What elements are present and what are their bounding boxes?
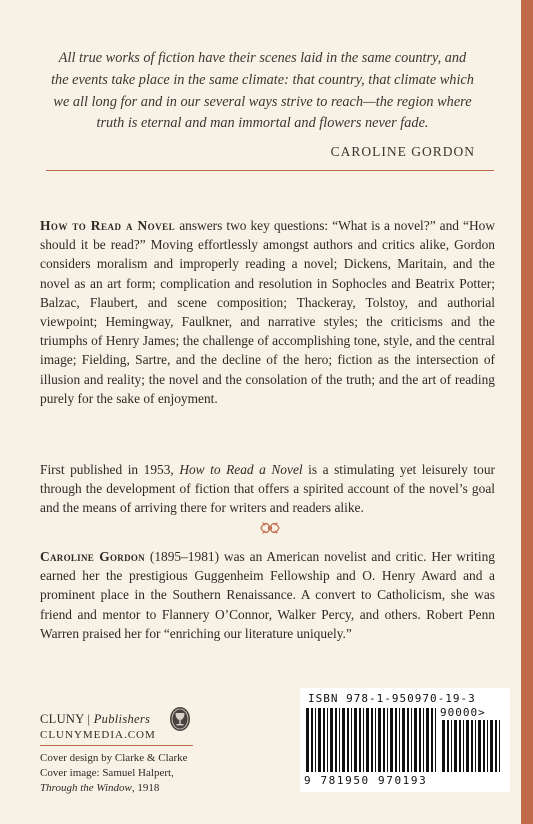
description-body: answers two key questions: “What is a novel?” and “How should it be read?” Moving effortlessly amongst authors and critics alike, Gordon considers moralism and improperly reading a novel; Dickens, Maritain, and the novel as an art form; complication and resolution in Sophocles and Beatrix Potter; Balzac, Flaubert, and scene composition; Thackeray, Tolstoy, and authorial viewpoint; Hemingway, Faulkner, and narrative styles; the criticisms and the triumphs of Henry James; the challenge of accomplishing tone, style, and the central image; Fielding, Sartre, and the decline of the hero; fiction as the intersection of illusion and reality; the novel and the consolation of the truth; and the art of reading purely for the sake of enjoyment. — [40, 218, 495, 406]
publisher-separator: | — [84, 712, 94, 726]
publisher-logo — [40, 712, 150, 727]
cover-credits — [40, 751, 188, 796]
epigraph-quote: All true works of fiction have their scenes laid in the same country, and the events take place in the same climate: that country, that climate which we all long for and in our several ways strive to reach—the region where truth is eternal and man immortal and flowers never fade. — [51, 50, 474, 132]
publisher-url: CLUNYMEDIA.COM — [40, 729, 156, 741]
spine-edge — [521, 0, 533, 824]
history-lead: First published in 1953, — [40, 462, 180, 477]
isbn-digits: 9 781950 970193 — [304, 774, 428, 787]
floral-ornament-icon — [258, 519, 282, 537]
chalice-seal-icon — [169, 706, 191, 732]
credits-divider — [40, 745, 193, 746]
isbn-barcode — [300, 688, 510, 792]
price-code: 90000> — [440, 706, 486, 719]
image-credit: Cover image: Samuel Halpert, — [40, 767, 174, 779]
top-divider — [46, 170, 494, 171]
description-paragraph — [40, 216, 495, 408]
history-paragraph — [40, 460, 495, 518]
quote-attribution: CAROLINE GORDON — [330, 144, 475, 159]
design-credit: Cover design by Clarke & Clarke — [40, 752, 188, 764]
author-bio-paragraph — [40, 547, 495, 643]
image-year: , 1918 — [131, 782, 160, 794]
book-title-italic: How to Read a Novel — [179, 462, 303, 477]
author-name-inline: Caroline Gordon — [40, 549, 145, 564]
image-title-line — [40, 781, 188, 796]
isbn-label: ISBN 978-1-950970-19-3 — [308, 692, 476, 705]
publisher-name: CLUNY — [40, 712, 85, 726]
book-title-inline: How to Read a Novel — [40, 218, 176, 233]
author-bio-body: (1895–1981) was an American novelist and critic. Her writing earned her the prestigious Guggenheim Fellowship and O. Henry Award and a prominent place in the Southern Renaissance. A convert to Catholicism, she was friend and mentor to Flannery O’Connor, Walker Percy, and others. Robert Penn Warren praised her for “enriching our literature uniquely.” — [40, 549, 495, 641]
publisher-tag: Publishers — [93, 712, 151, 726]
image-title: Through the Window — [40, 782, 132, 794]
history-body: is a stimulating yet leisurely tour through the development of fiction that offers a spirited account of the novel’s goal and the means of arriving there for writers and readers alike. — [40, 462, 495, 516]
